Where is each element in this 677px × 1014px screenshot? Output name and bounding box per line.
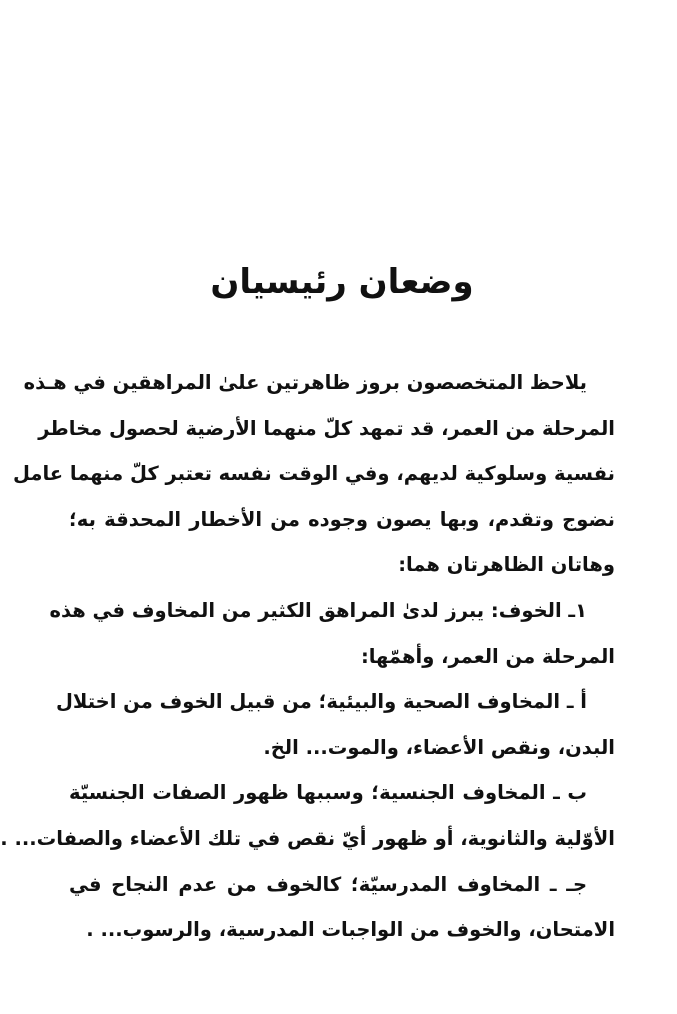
text-line: جـ ـ المخاوف المدرسيّة؛ كالخوف من عدم النجاح في: [69, 872, 587, 896]
page-title: وضعان رئيسيان: [210, 262, 474, 302]
text-line: نفسية وسلوكية لديهم، وفي الوقت نفسه تعتبر كلّ منهما عامل: [12, 462, 615, 486]
text-line: الامتحان، والخوف من الواجبات المدرسية، والرسوب... .: [86, 918, 615, 942]
text-line: نضوج وتقدم، وبها يصون وجوده من الأخطار المحدقة به؛: [69, 507, 615, 531]
text-line: ١ـ الخوف: يبرز لدىٰ المراهق الكثير من المخاوف في هذه: [49, 598, 587, 622]
body-text: [0, 360, 615, 953]
text-line: يلاحظ المتخصصون بروز ظاهرتين علىٰ المراهقين في هـذه: [23, 371, 587, 394]
text-line: ب ـ المخاوف الجنسية؛ وسببها ظهور الصفات الجنسيّة: [69, 781, 587, 805]
text-line: أ ـ المخاوف الصحية والبيئية؛ من قبيل الخوف من اختلال: [55, 690, 587, 714]
text-line: المرحلة من العمر، وأهمّها:: [360, 644, 615, 668]
text-line: المرحلة من العمر، قد تمهد كلّ منهما الأرضية لحصول مخاطر: [38, 416, 615, 440]
text-line: الأوّلية والثانوية، أو ظهور أيّ نقص في تلك الأعضاء والصفات... .: [0, 826, 615, 850]
text-line: البدن، ونقص الأعضاء، والموت... الخ.: [263, 735, 615, 759]
text-line: وهاتان الظاهرتان هما:: [398, 553, 615, 577]
